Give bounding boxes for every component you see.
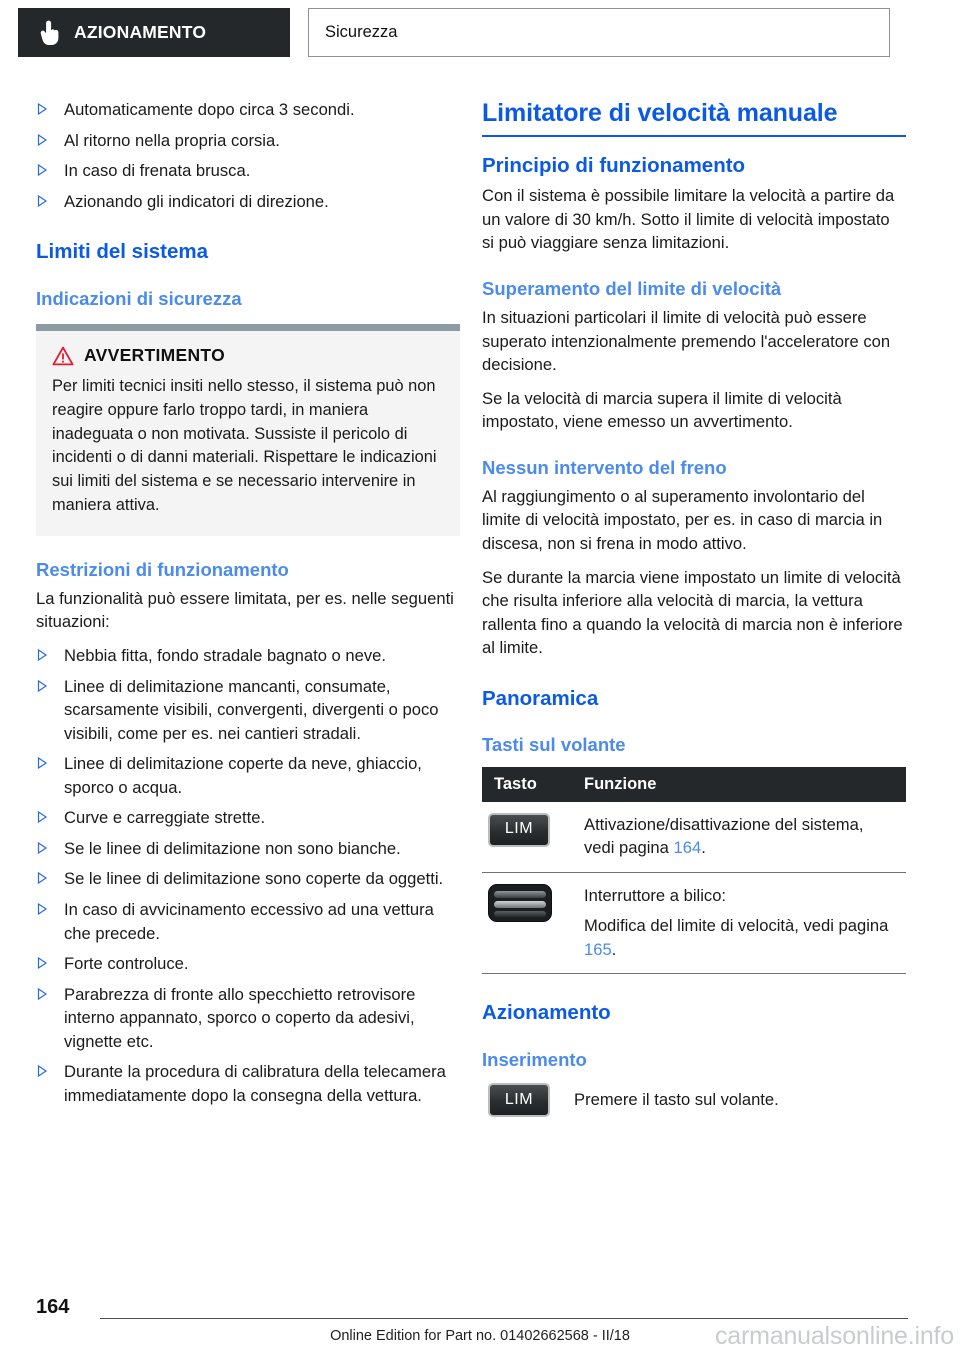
rocker-band-bottom: [494, 911, 546, 917]
function-text: Interruttore a bilico:: [584, 885, 727, 905]
list-item: [36, 867, 460, 891]
list-item: [36, 837, 460, 861]
list-item-label: Al ritorno nella propria corsia.: [64, 130, 280, 150]
triangle-bullet-icon: [37, 1065, 48, 1077]
heading-engage: Inserimento: [482, 1049, 587, 1070]
footer-divider: [100, 1318, 908, 1319]
table-header-tasto: Tasto: [482, 767, 574, 802]
table-cell-button: [482, 802, 574, 873]
header-section-box: [308, 8, 890, 57]
nobrake-paragraph-2: Se durante la marcia viene impostato un limite di velocità che risulta inferiore alla velocità di marcia, la vettura rallenta fino a quando la velocità di marcia non è inferiore al limite.: [482, 567, 903, 658]
list-item-label: Nebbia fitta, fondo stradale bagnato o neve.: [64, 645, 386, 665]
list-item-label: Forte controluce.: [64, 954, 189, 974]
list-item: [36, 159, 460, 183]
warning-box: [36, 324, 460, 536]
page-title: Limitatore di velocità manuale: [482, 99, 838, 127]
triangle-bullet-icon: [37, 103, 48, 115]
list-item-label: In caso di avvicinamento eccessivo ad una vettura che precede.: [64, 900, 434, 943]
table-row: [482, 802, 906, 873]
header-section-label: Sicurezza: [325, 23, 398, 41]
footer-edition-note: Online Edition for Part no. 01402662568 - II/18: [330, 1328, 630, 1344]
left-column: [36, 98, 460, 1115]
page-number: 164: [36, 1296, 70, 1318]
exceed-paragraph-2: Se la velocità di marcia supera il limite di velocità impostato, viene emesso un avvertimento.: [482, 388, 842, 432]
header-tab-label: AZIONAMENTO: [74, 22, 207, 42]
list-item: [36, 644, 460, 668]
list-item: [36, 898, 460, 945]
list-item-label: Durante la procedura di calibratura della telecamera immediatamente dopo la consegna della vettura.: [64, 1062, 446, 1105]
rocker-band-middle: [494, 901, 546, 908]
list-item: [36, 952, 460, 976]
lim-button-icon[interactable]: [488, 1083, 550, 1117]
table-header-funzione: Funzione: [574, 767, 906, 802]
heading-restrictions: Restrizioni di funzionamento: [36, 558, 289, 580]
lim-button-label: LIM: [504, 1091, 534, 1109]
engage-button-wrap: [482, 1083, 574, 1117]
table-cell-function: [574, 802, 906, 873]
table-cell-line: [584, 914, 896, 961]
triangle-bullet-icon: [37, 811, 48, 823]
table-row: [482, 872, 906, 974]
rocker-switch-icon[interactable]: [488, 884, 552, 922]
list-item-label: Automaticamente dopo circa 3 secondi.: [64, 100, 355, 119]
heading-principle: Principio di funzionamento: [482, 153, 746, 177]
steering-buttons-table: [482, 767, 906, 975]
function-text-tail: .: [701, 838, 706, 858]
list-item: [36, 983, 460, 1054]
warning-title: AVVERTIMENTO: [84, 345, 226, 365]
principle-text: Con il sistema è possibile limitare la velocità a partire da un valore di 30 km/h. Sotto il limite di velocità impostato si può viaggiare senza limitazioni.: [482, 186, 895, 253]
pointing-hand-icon: [40, 20, 60, 46]
heading-operation: Azionamento: [482, 1001, 611, 1025]
triangle-bullet-icon: [37, 903, 48, 915]
list-item: [36, 190, 460, 214]
page-reference-link[interactable]: 165: [584, 939, 612, 959]
heading-overview: Panoramica: [482, 686, 599, 710]
list-item-label: Se le linee di delimitazione sono coperte da oggetti.: [64, 869, 444, 889]
list-item-label: Linee di delimitazione mancanti, consumate, scarsamente visibili, convergenti, divergenti o poco visibili, come per es. nei cantieri stradali.: [64, 676, 439, 743]
table-cell-line: [584, 884, 896, 908]
triangle-bullet-icon: [37, 680, 48, 692]
triangle-bullet-icon: [37, 649, 48, 661]
table-cell-button: [482, 872, 574, 974]
table-header-row: [482, 767, 906, 802]
list-item-label: Parabrezza di fronte allo specchietto retrovisore interno appannato, sporco o coperto da adesivi, vignette etc.: [64, 984, 416, 1051]
table-cell-line: [584, 813, 896, 860]
header-tab-azionamento[interactable]: [18, 8, 290, 57]
list-item: [36, 675, 460, 746]
rocker-band-top: [494, 891, 546, 898]
list-item: [36, 98, 460, 122]
function-text-tail: .: [611, 939, 617, 959]
triangle-bullet-icon: [37, 872, 48, 884]
page-footer: [0, 1292, 960, 1362]
list-item-label: Se le linee di delimitazione non sono bianche.: [64, 838, 401, 858]
function-text: Attivazione/disattivazione del sistema, vedi pagina: [584, 814, 864, 858]
heading-system-limits: Limiti del sistema: [36, 240, 209, 264]
list-item-label: Azionando gli indicatori di direzione.: [64, 191, 329, 211]
lim-button-label: LIM: [504, 820, 534, 838]
table-header: [482, 767, 906, 802]
triangle-bullet-icon: [37, 164, 48, 176]
engage-action-row: [482, 1083, 906, 1117]
heading-speed-exceed: Superamento del limite di velocità: [482, 277, 782, 299]
warning-text: Per limiti tecnici insiti nello stesso, il sistema può non reagire oppure farlo troppo tardi, in maniera inadeguata o non motivata. Sussiste il pericolo di incidenti o di danni materiali. Rispettare le indicazioni sui limiti del sistema e se necessario intervenire in maniera attiva.: [52, 377, 437, 514]
warning-header: [52, 345, 444, 366]
triangle-bullet-icon: [37, 842, 48, 854]
triangle-bullet-icon: [37, 195, 48, 207]
list-item: [36, 1060, 460, 1107]
nobrake-paragraph-1: Al raggiungimento o al superamento involontario del limite di velocità impostato, per es. in caso di marcia in discesa, non si frena in modo attivo.: [482, 486, 883, 553]
triangle-bullet-icon: [37, 988, 48, 1000]
restrictions-bullet-list: [36, 644, 460, 1108]
top-bullet-list: [36, 98, 460, 213]
list-item: [36, 806, 460, 830]
triangle-bullet-icon: [37, 957, 48, 969]
list-item-label: In caso di frenata brusca.: [64, 161, 251, 181]
list-item: [36, 752, 460, 799]
right-column: [482, 98, 906, 1117]
triangle-bullet-icon: [37, 757, 48, 769]
exceed-paragraph-1: In situazioni particolari il limite di velocità può essere superato intenzionalmente premendo l'acceleratore con decisione.: [482, 307, 891, 375]
watermark: carmanualsonline.info: [714, 1322, 954, 1350]
page-header: [0, 0, 960, 62]
restrictions-intro: La funzionalità può essere limitata, per es. nelle seguenti situazioni:: [36, 588, 454, 632]
warning-triangle-icon: [52, 346, 74, 366]
lim-button-icon[interactable]: [488, 813, 550, 847]
heading-safety-notes: Indicazioni di sicurezza: [36, 287, 242, 309]
title-divider: [482, 135, 906, 137]
table-cell-function: [574, 872, 906, 974]
page-reference-link[interactable]: 164: [673, 838, 702, 858]
list-item-label: Linee di delimitazione coperte da neve, ghiaccio, sporco o acqua.: [64, 754, 422, 797]
heading-steering-buttons: Tasti sul volante: [482, 734, 626, 756]
triangle-bullet-icon: [37, 134, 48, 146]
list-item: [36, 129, 460, 153]
engage-instruction: Premere il tasto sul volante.: [574, 1090, 779, 1110]
function-text: Modifica del limite di velocità, vedi pagina: [584, 916, 889, 936]
list-item-label: Curve e carreggiate strette.: [64, 808, 266, 828]
heading-no-brake: Nessun intervento del freno: [482, 456, 727, 478]
